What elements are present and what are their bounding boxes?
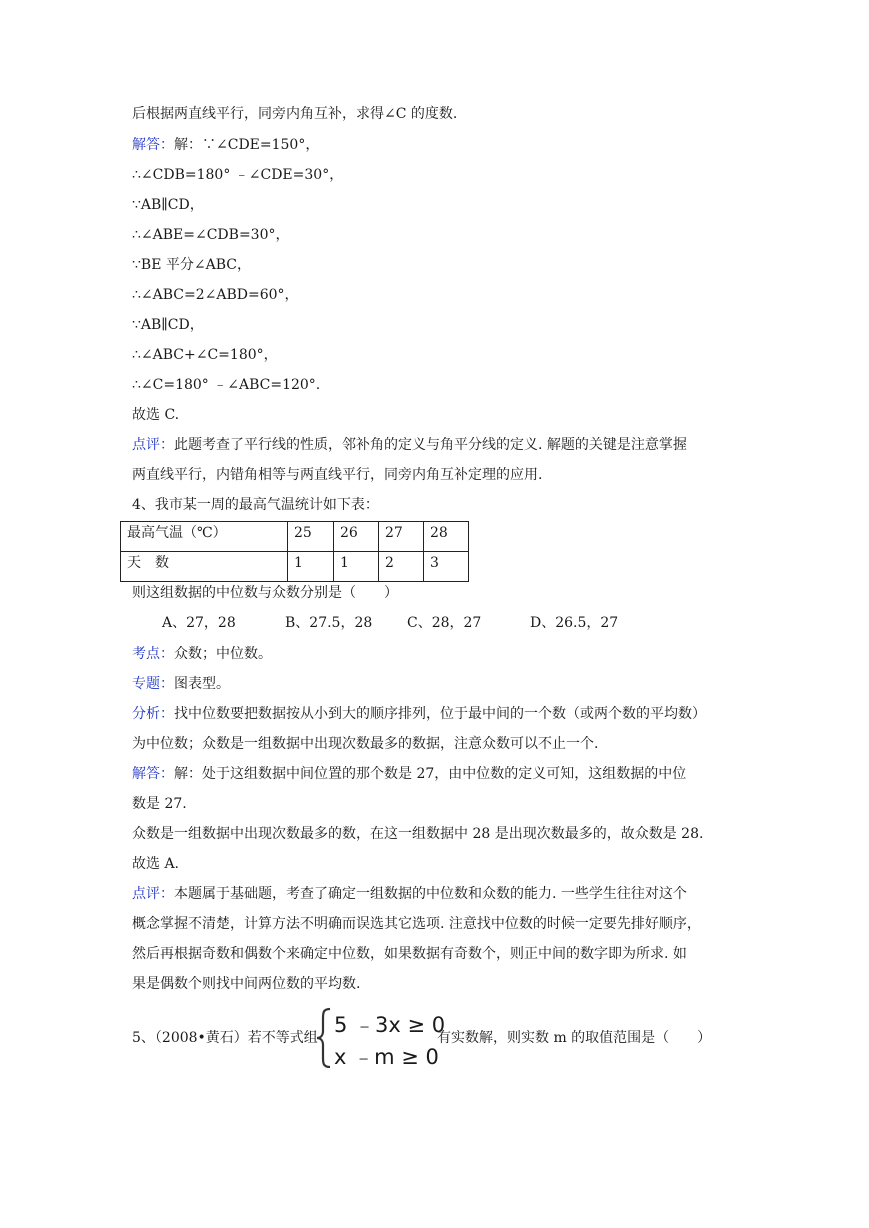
inequality-2: x ﹣m ≥ 0 [334,1045,439,1069]
dianping-line [132,885,687,903]
table-row [121,522,469,552]
table-cell: 27 [379,522,424,552]
dianping-text: 本题属于基础题，考查了确定一组数据的中位数和众数的能力. 一些学生往往对这个 [174,886,687,902]
dianping-line: 果是偶数个则找中间两位数的平均数. [132,976,361,992]
question-5 [132,1007,772,1071]
prev-text-line: 故选 C. [132,407,180,423]
jieda-text: 解：处于这组数据中间位置的那个数是 27，由中位数的定义可知，这组数据的中位 [174,766,687,782]
comment-text: 此题考查了平行线的性质，邻补角的定义与角平分线的定义. 解题的关键是注意掌握 [174,437,687,453]
table-cell: 1 [334,552,379,582]
jieda-label: 解答： [132,766,174,782]
prev-text-line: 后根据两直线平行，同旁内角互补，求得∠C 的度数. [132,106,458,122]
prev-text-line: ∴∠ABC+∠C=180°， [132,347,278,363]
question-5-suffix: 有实数解，则实数 m 的取值范围是（ ） [437,1030,712,1046]
fenxi-label: 分析： [132,706,174,722]
inequality-1: 5 ﹣3x ≥ 0 [334,1013,446,1037]
jieda-line: 数是 27. [132,796,187,812]
option-d: D、26.5，27 [530,615,619,631]
zhuanti-text: 图表型。 [174,676,230,692]
prev-text-line: ∵BE 平分∠ABC， [132,257,251,273]
table-cell: 天 数 [121,552,288,582]
prev-text-line: ∴∠CDB=180° ﹣∠CDE=30°， [132,167,344,183]
table-cell: 26 [334,522,379,552]
prev-text-line: ∴∠ABE=∠CDB=30°， [132,227,290,243]
question-5-prefix: 5、（2008•黄石）若不等式组 [132,1030,318,1046]
question-4-stem: 4、我市某一周的最高气温统计如下表： [132,497,379,513]
table-cell: 25 [288,522,334,552]
comment-label: 点评： [132,437,174,453]
table-cell: 2 [379,552,424,582]
question-4-prompt: 则这组数据的中位数与众数分别是（ ） [132,585,398,601]
answer-label: 解答： [132,137,174,153]
prev-text-line: ∴∠ABC=2∠ABD=60°， [132,287,299,303]
kaodian-line [132,645,272,663]
fenxi-line [132,705,706,723]
zhuanti-label: 专题： [132,676,174,692]
left-brace-icon [315,1007,333,1069]
dianping-line: 然后再根据奇数和偶数个来确定中位数，如果数据有奇数个，则正中间的数字即为所求. 如 [132,946,687,962]
prev-text-line: 两直线平行，内错角相等与两直线平行，同旁内角互补定理的应用. [132,467,543,483]
table-cell: 3 [424,552,469,582]
table-cell: 28 [424,522,469,552]
table-row [121,552,469,582]
zhuanti-line [132,675,230,693]
answer-options [162,614,618,632]
prev-text-line: ∵AB∥CD， [132,197,204,213]
fenxi-line: 为中位数；众数是一组数据中出现次数最多的数据，注意众数可以不止一个. [132,736,599,752]
jieda-line [132,765,686,783]
dianping-label: 点评： [132,886,174,902]
prev-text-line: ∴∠C=180° ﹣∠ABC=120°. [132,377,321,393]
table-cell: 1 [288,552,334,582]
answer-text: 解：∵∠CDE=150°， [174,137,320,153]
jieda-line: 众数是一组数据中出现次数最多的数，在这一组数据中 28 是出现次数最多的，故众数是 28. [132,826,704,842]
option-c: C、28，27 [407,615,482,631]
fenxi-text: 找中位数要把数据按从小到大的顺序排列，位于最中间的一个数（或两个数的平均数） [174,706,706,722]
temperature-table [120,521,469,582]
prev-answer-line [132,136,319,154]
jieda-line: 故选 A. [132,856,180,872]
prev-comment-line [132,436,687,454]
kaodian-label: 考点： [132,646,174,662]
kaodian-text: 众数；中位数。 [174,646,272,662]
table-cell: 最高气温（℃） [121,522,288,552]
option-b: B、27.5，28 [285,615,373,631]
dianping-line: 概念掌握不清楚，计算方法不明确而误选其它选项. 注意找中位数的时候一定要先排好顺序， [132,916,701,932]
option-a: A、27，28 [162,615,236,631]
prev-text-line: ∵AB∥CD， [132,317,204,333]
